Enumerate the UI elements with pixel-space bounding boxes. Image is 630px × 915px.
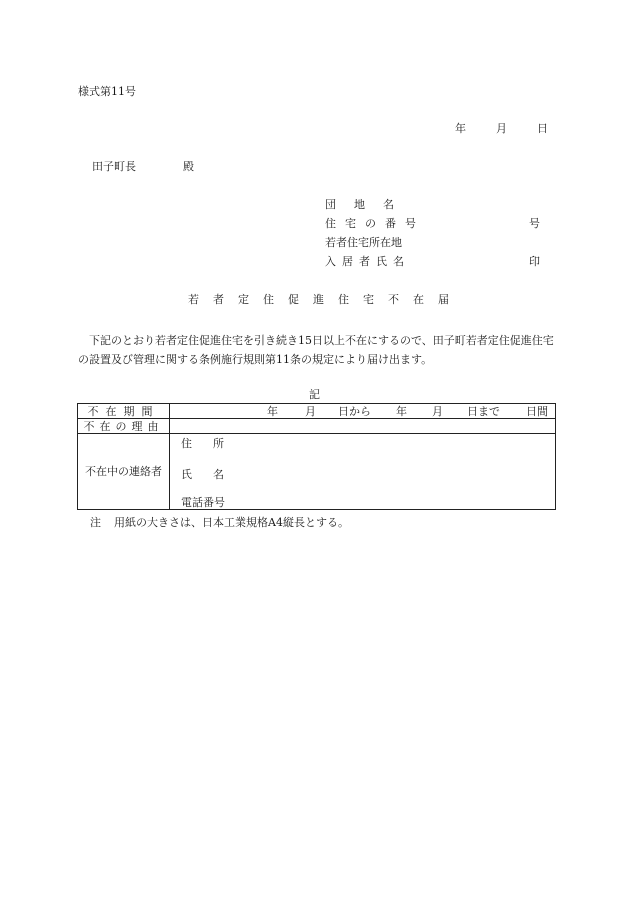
housing-number-suffix: 号 [529, 217, 540, 230]
reason-label: 不在の理由 [83, 419, 164, 433]
contact-phone-line: 電話番号 [181, 496, 225, 509]
residence-label: 若者住宅所在地 [325, 236, 402, 249]
period-end-day: 日まで [467, 405, 500, 418]
contact-address-line [181, 438, 224, 449]
date-year-label: 年 [455, 122, 466, 135]
period-value-cell[interactable] [170, 404, 556, 419]
seal-mark: 印 [529, 255, 540, 268]
resident-name-label: 入居者氏名 [325, 255, 410, 268]
complex-name-row [325, 199, 540, 218]
footnote-text: 用紙の大きさは、日本工業規格A4縦長とする。 [114, 516, 349, 529]
footnote [90, 517, 349, 528]
ki-heading: 記 [309, 388, 320, 401]
period-days: 日間 [526, 405, 548, 418]
contact-label-cell [78, 434, 170, 510]
period-row [78, 404, 556, 419]
contact-value-cell[interactable] [170, 434, 556, 510]
contact-name-label-2: 名 [213, 468, 224, 481]
period-end-year: 年 [396, 405, 407, 418]
complex-name-label: 団地名 [325, 198, 412, 211]
period-label: 不在期間 [87, 404, 160, 418]
period-start-day: 日から [338, 405, 371, 418]
body-paragraph: 下記のとおり若者定住促進住宅を引き続き15日以上不在にするので、田子町若者定住促進住宅の設置及び管理に関する条例施行規則第11条の規定により届け出ます。 [78, 334, 554, 366]
contact-name-line [181, 469, 224, 480]
document-title: 若者定住促進住宅不在届 [188, 293, 463, 306]
addressee-honorific: 殿 [183, 160, 194, 173]
date-month-label: 月 [496, 122, 507, 135]
period-label-cell [78, 404, 170, 419]
period-start-year: 年 [267, 405, 278, 418]
addressee-town-head: 田子町長 [92, 160, 136, 173]
contact-address-label-2: 所 [213, 437, 224, 450]
reason-row [78, 419, 556, 434]
housing-number-label: 住宅の番号 [325, 217, 425, 230]
date-day-label: 日 [537, 122, 548, 135]
applicant-block [325, 199, 540, 275]
absence-record-table [77, 403, 556, 510]
form-number: 様式第11号 [78, 85, 136, 98]
contact-address-label-1: 住 [181, 437, 192, 450]
residence-row [325, 237, 540, 256]
contact-name-label-1: 氏 [181, 468, 192, 481]
contact-label: 不在中の連絡者 [85, 465, 162, 478]
reason-value-cell[interactable] [170, 419, 556, 434]
footnote-label: 注 [90, 516, 101, 529]
resident-name-row [325, 256, 540, 275]
contact-row [78, 434, 556, 510]
period-end-month: 月 [432, 405, 443, 418]
submission-date [455, 123, 548, 134]
period-start-month: 月 [305, 405, 316, 418]
housing-number-row [325, 218, 540, 237]
reason-label-cell [78, 419, 170, 434]
